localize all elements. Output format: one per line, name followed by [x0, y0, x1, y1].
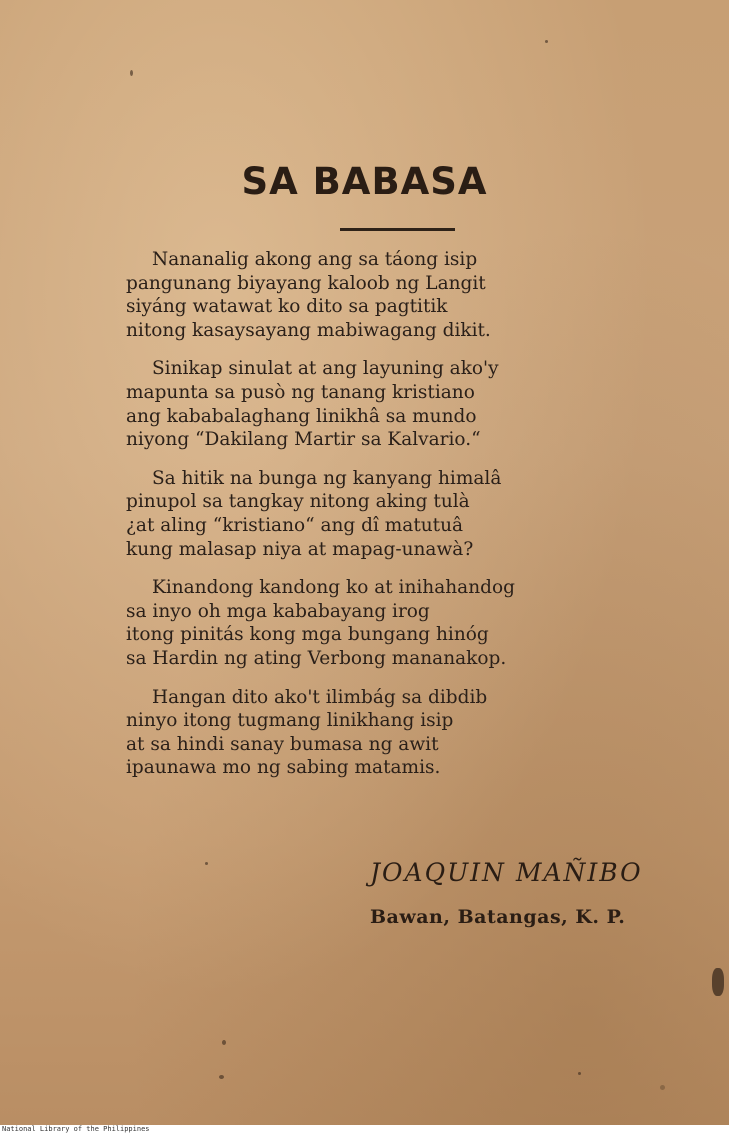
stanza-3: [126, 467, 606, 561]
stanza-5: [126, 686, 606, 780]
poem-line: niyong “Dakilang Martir sa Kalvario.“: [126, 429, 481, 451]
poem-line: Nananalig akong ang sa táong isip: [152, 249, 478, 270]
paper-speck: [222, 1040, 226, 1045]
title-underline: [340, 228, 455, 231]
poem-line: pangunang biyayang kaloob ng Langit: [126, 272, 486, 294]
poem-line: sa inyo oh mga kababayang irog: [126, 600, 430, 622]
library-credit: National Library of the Philippines: [2, 1125, 150, 1133]
poem-line: sa Hardin ng ating Verbong mananakop.: [126, 647, 507, 669]
poem-line: siyáng watawat ko dito sa pagtitik: [126, 296, 448, 318]
poem-line: ¿at aling “kristiano“ ang dî matutuâ: [126, 514, 464, 536]
poem-line: at sa hindi sanay bumasa ng awit: [126, 733, 439, 755]
poem-line: ipaunawa mo ng sabing matamis.: [126, 757, 441, 779]
poem-line: Hangan dito ako't ilimbág sa dibdib: [152, 686, 488, 708]
paper-speck: [205, 862, 208, 865]
stanza-1: [126, 248, 606, 342]
poem-line: itong pinitás kong mga bungang hinóg: [126, 624, 489, 646]
author-place: Bawan, Batangas, K. P.: [370, 906, 626, 928]
paper-speck: [660, 1085, 665, 1090]
stanza-4: [126, 576, 606, 670]
poem-line: ninyo itong tugmang linikhang isip: [126, 710, 454, 732]
poem-line: pinupol sa tangkay nitong aking tulà: [126, 491, 470, 513]
poem-line: kung malasap niya at mapag-unawà?: [126, 538, 474, 560]
paper-speck: [545, 40, 548, 43]
paper-speck: [130, 70, 133, 76]
poem-line: Sa hitik na bunga ng kanyang himalâ: [152, 467, 502, 489]
poem-line: nitong kasaysayang mabiwagang dikit.: [126, 319, 491, 341]
paper-speck: [712, 968, 724, 996]
stanza-2: [126, 357, 606, 451]
poem-line: mapunta sa pusò ng tanang kristiano: [126, 381, 475, 403]
poem-line: Kinandong kandong ko at inihahandog: [152, 577, 515, 599]
page-title: SA BABASA: [241, 160, 488, 203]
paper-speck: [219, 1075, 224, 1079]
poem-line: Sinikap sinulat at ang layuning ako'y: [152, 358, 499, 380]
paper-speck: [578, 1072, 581, 1075]
poem: [126, 248, 606, 795]
author-signature: JOAQUIN MAÑIBO: [370, 858, 643, 887]
poem-line: ang kababalaghang linikhâ sa mundo: [126, 405, 477, 427]
